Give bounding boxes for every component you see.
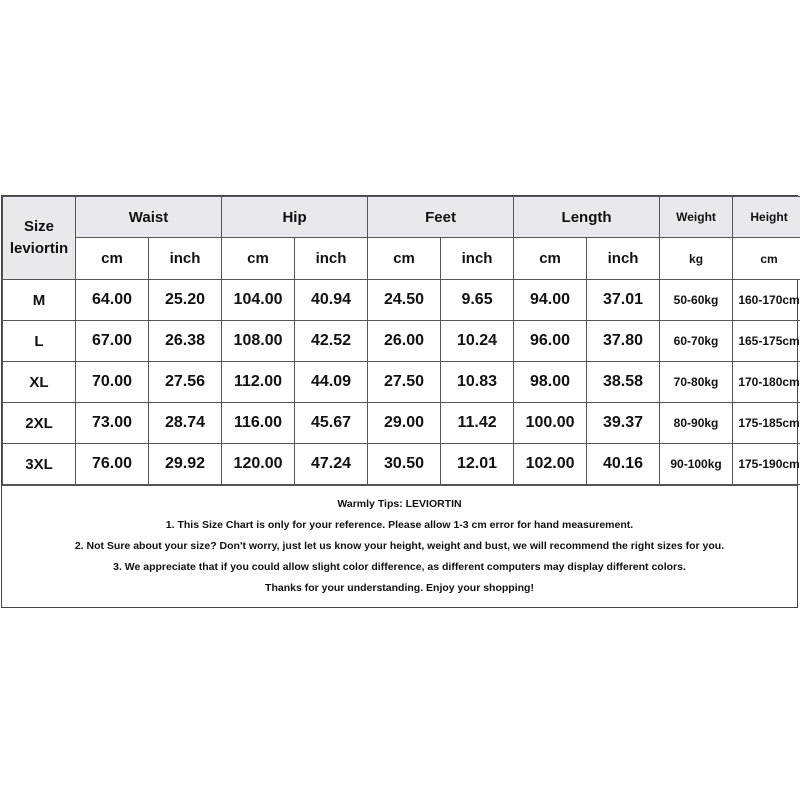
table-cell: 108.00 [222, 321, 295, 362]
table-cell: 98.00 [514, 362, 587, 403]
table-row [3, 321, 800, 362]
unit-cell: cm [514, 238, 587, 280]
header-weight: Weight [660, 197, 733, 238]
warm-tips [2, 485, 797, 607]
table-cell: 170-180cm [733, 362, 800, 403]
table-cell: 29.92 [149, 444, 222, 485]
tip-line: 1. This Size Chart is only for your reference. Please allow 1-3 cm error for hand measurement. [165, 519, 634, 531]
unit-cell: inch [149, 238, 222, 280]
header-height: Height [733, 197, 800, 238]
table-cell: 175-185cm [733, 403, 800, 444]
tip-line: 3. We appreciate that if you could allow slight color difference, as different computers may display different colors. [113, 561, 686, 573]
table-cell: 9.65 [441, 280, 514, 321]
table-cell: 25.20 [149, 280, 222, 321]
table-cell: 102.00 [514, 444, 587, 485]
table-cell: 70-80kg [660, 362, 733, 403]
size-name-cell: M [3, 280, 76, 321]
tips-thanks: Thanks for your understanding. Enjoy your shopping! [265, 582, 534, 594]
unit-cell: inch [295, 238, 368, 280]
header-feet: Feet [368, 197, 514, 238]
tip-line: 2. Not Sure about your size? Don't worry, just let us know your height, weight and bust, we will recommend the right sizes for you. [74, 540, 725, 552]
table-cell: 37.80 [587, 321, 660, 362]
size-name-cell: 2XL [3, 403, 76, 444]
table-cell: 40.16 [587, 444, 660, 485]
table-cell: 112.00 [222, 362, 295, 403]
unit-cell: cm [222, 238, 295, 280]
header-length: Length [514, 197, 660, 238]
header-row-units [3, 238, 800, 280]
unit-cell: inch [441, 238, 514, 280]
table-cell: 96.00 [514, 321, 587, 362]
size-chart [1, 195, 798, 608]
table-cell: 104.00 [222, 280, 295, 321]
table-cell: 165-175cm [733, 321, 800, 362]
table-cell: 73.00 [76, 403, 149, 444]
table-row [3, 362, 800, 403]
header-row-groups [3, 197, 800, 238]
table-cell: 37.01 [587, 280, 660, 321]
unit-cell: kg [660, 238, 733, 280]
table-cell: 29.00 [368, 403, 441, 444]
table-cell: 42.52 [295, 321, 368, 362]
table-cell: 80-90kg [660, 403, 733, 444]
header-waist: Waist [76, 197, 222, 238]
table-cell: 47.24 [295, 444, 368, 485]
header-hip: Hip [222, 197, 368, 238]
table-row [3, 444, 800, 485]
size-header-line1: Size [23, 218, 54, 235]
table-cell: 30.50 [368, 444, 441, 485]
table-cell: 60-70kg [660, 321, 733, 362]
table-cell: 10.83 [441, 362, 514, 403]
unit-cell: inch [587, 238, 660, 280]
table-cell: 94.00 [514, 280, 587, 321]
table-cell: 100.00 [514, 403, 587, 444]
table-cell: 76.00 [76, 444, 149, 485]
size-header-line2: leviortin [9, 240, 69, 257]
table-cell: 24.50 [368, 280, 441, 321]
size-name-cell: L [3, 321, 76, 362]
size-name-cell: 3XL [3, 444, 76, 485]
table-row [3, 280, 800, 321]
table-cell: 11.42 [441, 403, 514, 444]
table-cell: 38.58 [587, 362, 660, 403]
table-cell: 26.00 [368, 321, 441, 362]
table-cell: 120.00 [222, 444, 295, 485]
tips-title: Warmly Tips: LEVIORTIN [337, 498, 462, 510]
unit-cell: cm [733, 238, 800, 280]
table-cell: 27.50 [368, 362, 441, 403]
table-cell: 39.37 [587, 403, 660, 444]
table-cell: 70.00 [76, 362, 149, 403]
table-cell: 28.74 [149, 403, 222, 444]
unit-cell: cm [76, 238, 149, 280]
table-cell: 40.94 [295, 280, 368, 321]
table-cell: 27.56 [149, 362, 222, 403]
size-table [2, 196, 800, 485]
size-name-cell: XL [3, 362, 76, 403]
table-cell: 10.24 [441, 321, 514, 362]
table-cell: 67.00 [76, 321, 149, 362]
table-cell: 160-170cm [733, 280, 800, 321]
table-row [3, 403, 800, 444]
table-cell: 44.09 [295, 362, 368, 403]
table-cell: 116.00 [222, 403, 295, 444]
table-cell: 50-60kg [660, 280, 733, 321]
table-cell: 12.01 [441, 444, 514, 485]
size-header-cell [3, 197, 76, 280]
table-cell: 175-190cm [733, 444, 800, 485]
table-cell: 64.00 [76, 280, 149, 321]
table-cell: 90-100kg [660, 444, 733, 485]
table-cell: 45.67 [295, 403, 368, 444]
table-cell: 26.38 [149, 321, 222, 362]
unit-cell: cm [368, 238, 441, 280]
